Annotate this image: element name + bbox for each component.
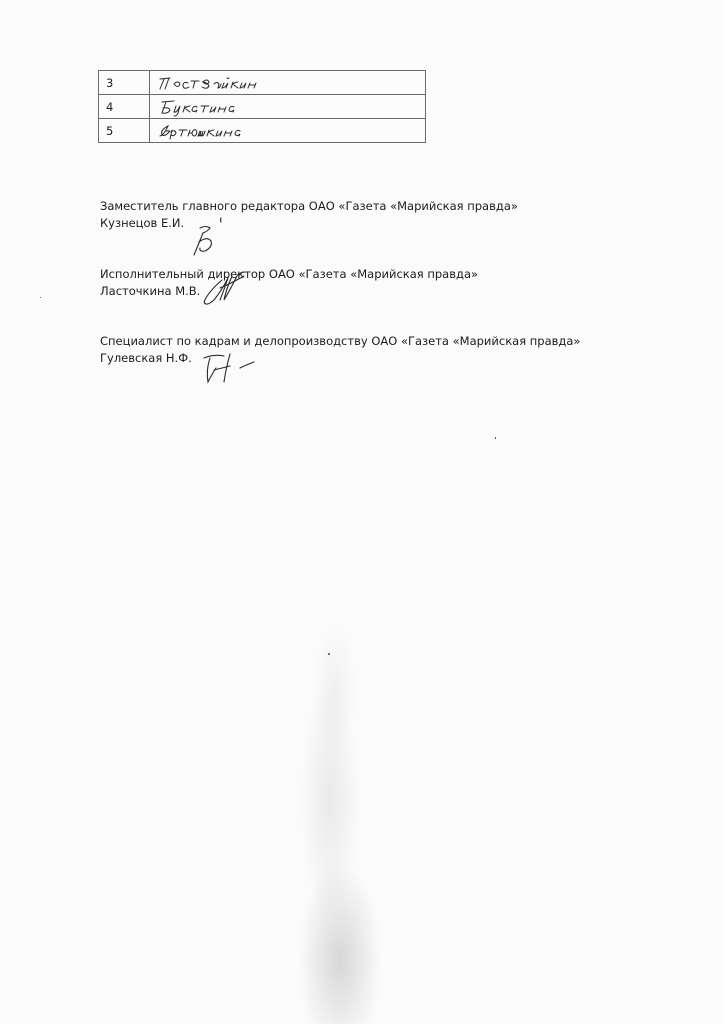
signature-kuznetsov [180, 214, 240, 264]
row-number: 5 [99, 119, 150, 143]
scan-speck [495, 437, 496, 439]
row-number: 3 [99, 71, 150, 95]
table-row [99, 119, 426, 143]
table-row [99, 95, 426, 119]
names-table [98, 70, 426, 143]
handwritten-name-postvaikin [156, 73, 356, 93]
row-number: 4 [99, 95, 150, 119]
signatory-position: Специалист по кадрам и делопроизводству ОАО «Газета «Марийская правда» [100, 334, 581, 348]
signature-lastochkina [196, 268, 256, 313]
signatory-position: Заместитель главного редактора ОАО «Газета «Марийская правда» [100, 199, 518, 213]
signature-gulevskaya [200, 350, 270, 390]
handwritten-name-cell [150, 95, 426, 119]
handwritten-name-artyushkina [156, 121, 356, 141]
signature-block-deputy-editor [100, 198, 518, 232]
scan-speck [40, 297, 41, 298]
table-row [99, 71, 426, 95]
signature-block-hr-specialist [100, 333, 580, 367]
handwritten-name-cell [150, 119, 426, 143]
signatory-name: Ласточкина М.В. [100, 284, 201, 298]
scan-speck [328, 653, 330, 655]
handwritten-name-bukatina [156, 97, 356, 117]
signatory-name: Гулевская Н.Ф. [100, 351, 192, 365]
handwritten-name-cell [150, 71, 426, 95]
signatory-name: Кузнецов Е.И. [100, 216, 185, 230]
signatory-position: Исполнительный директор ОАО «Газета «Марийская правда» [100, 267, 479, 281]
signature-block-executive-director [100, 266, 478, 300]
